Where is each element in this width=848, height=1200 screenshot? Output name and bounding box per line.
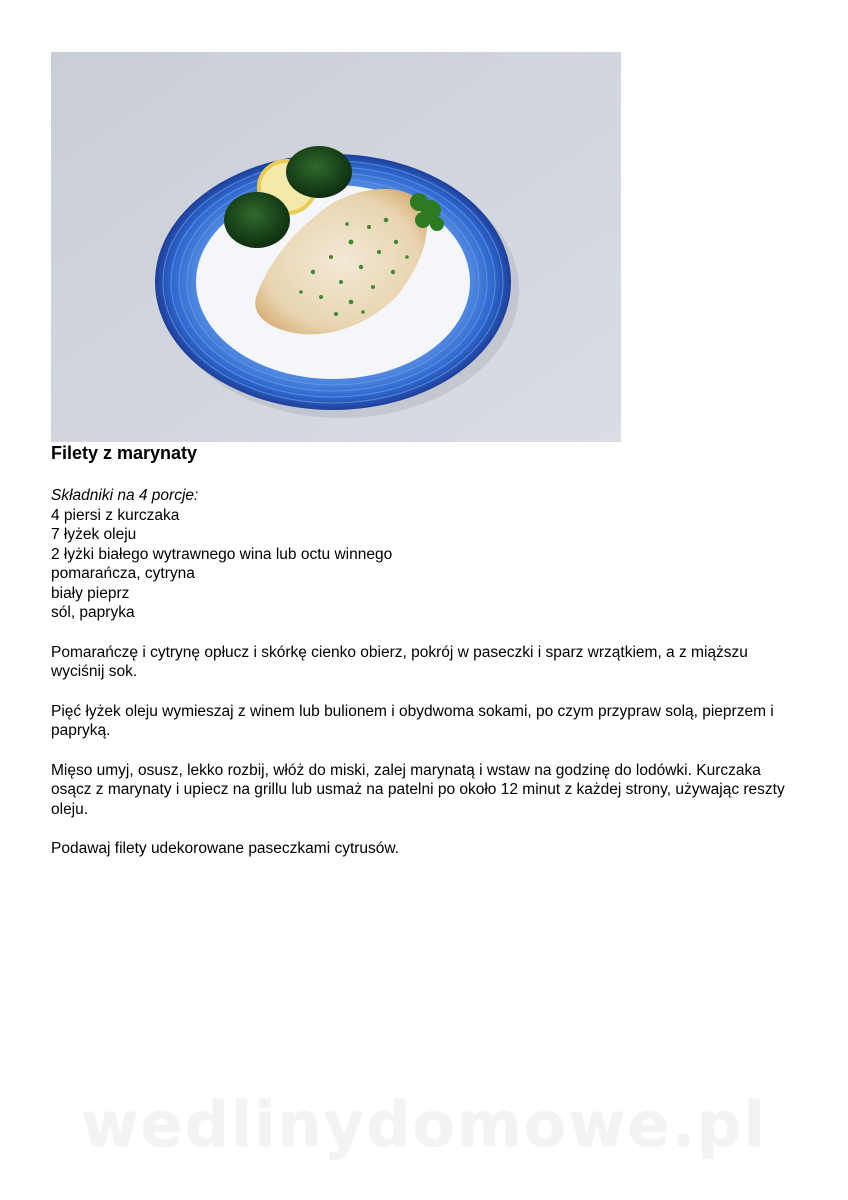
ingredient-item: 7 łyżek oleju <box>51 526 137 543</box>
watermark: wedlinydomowe.pl <box>81 1088 767 1161</box>
plate-illustration <box>51 52 621 442</box>
step-paragraph: Pomarańczę i cytrynę opłucz i skórkę cienko obierz, pokrój w paseczki i sparz wrzątkiem, a z miąższu wyciśnij sok. <box>51 643 748 680</box>
ingredient-item: 4 piersi z kurczaka <box>51 506 180 524</box>
recipe-photo <box>51 52 621 442</box>
ingredients-heading: Składniki na 4 porcje: <box>51 487 199 504</box>
ingredients-section <box>51 486 791 623</box>
spinach-ball <box>224 192 290 248</box>
ingredient-item: sól, papryka <box>51 604 135 621</box>
recipe-content <box>51 486 791 879</box>
step-paragraph: Mięso umyj, osusz, lekko rozbij, włóż do miski, zalej marynatą i wstaw na godzinę do lodówki. Kurczaka osącz z marynaty i upiecz na grillu lub usmaż na patelni po około 12 minut z każdej strony, używając reszty oleju. <box>51 761 785 818</box>
recipe-title: Filety z marynaty <box>51 443 198 463</box>
ingredient-item: biały pieprz <box>51 584 130 602</box>
ingredient-item: pomarańcza, cytryna <box>51 565 195 582</box>
step-paragraph: Pięć łyżek oleju wymieszaj z winem lub bulionem i obydwoma sokami, po czym przypraw solą, pieprzem i papryką. <box>51 702 774 739</box>
ingredient-item: 2 łyżki białego wytrawnego wina lub octu winnego <box>51 545 393 563</box>
step-paragraph: Podawaj filety udekorowane paseczkami cytrusów. <box>51 840 400 857</box>
spinach-ball <box>286 146 352 198</box>
